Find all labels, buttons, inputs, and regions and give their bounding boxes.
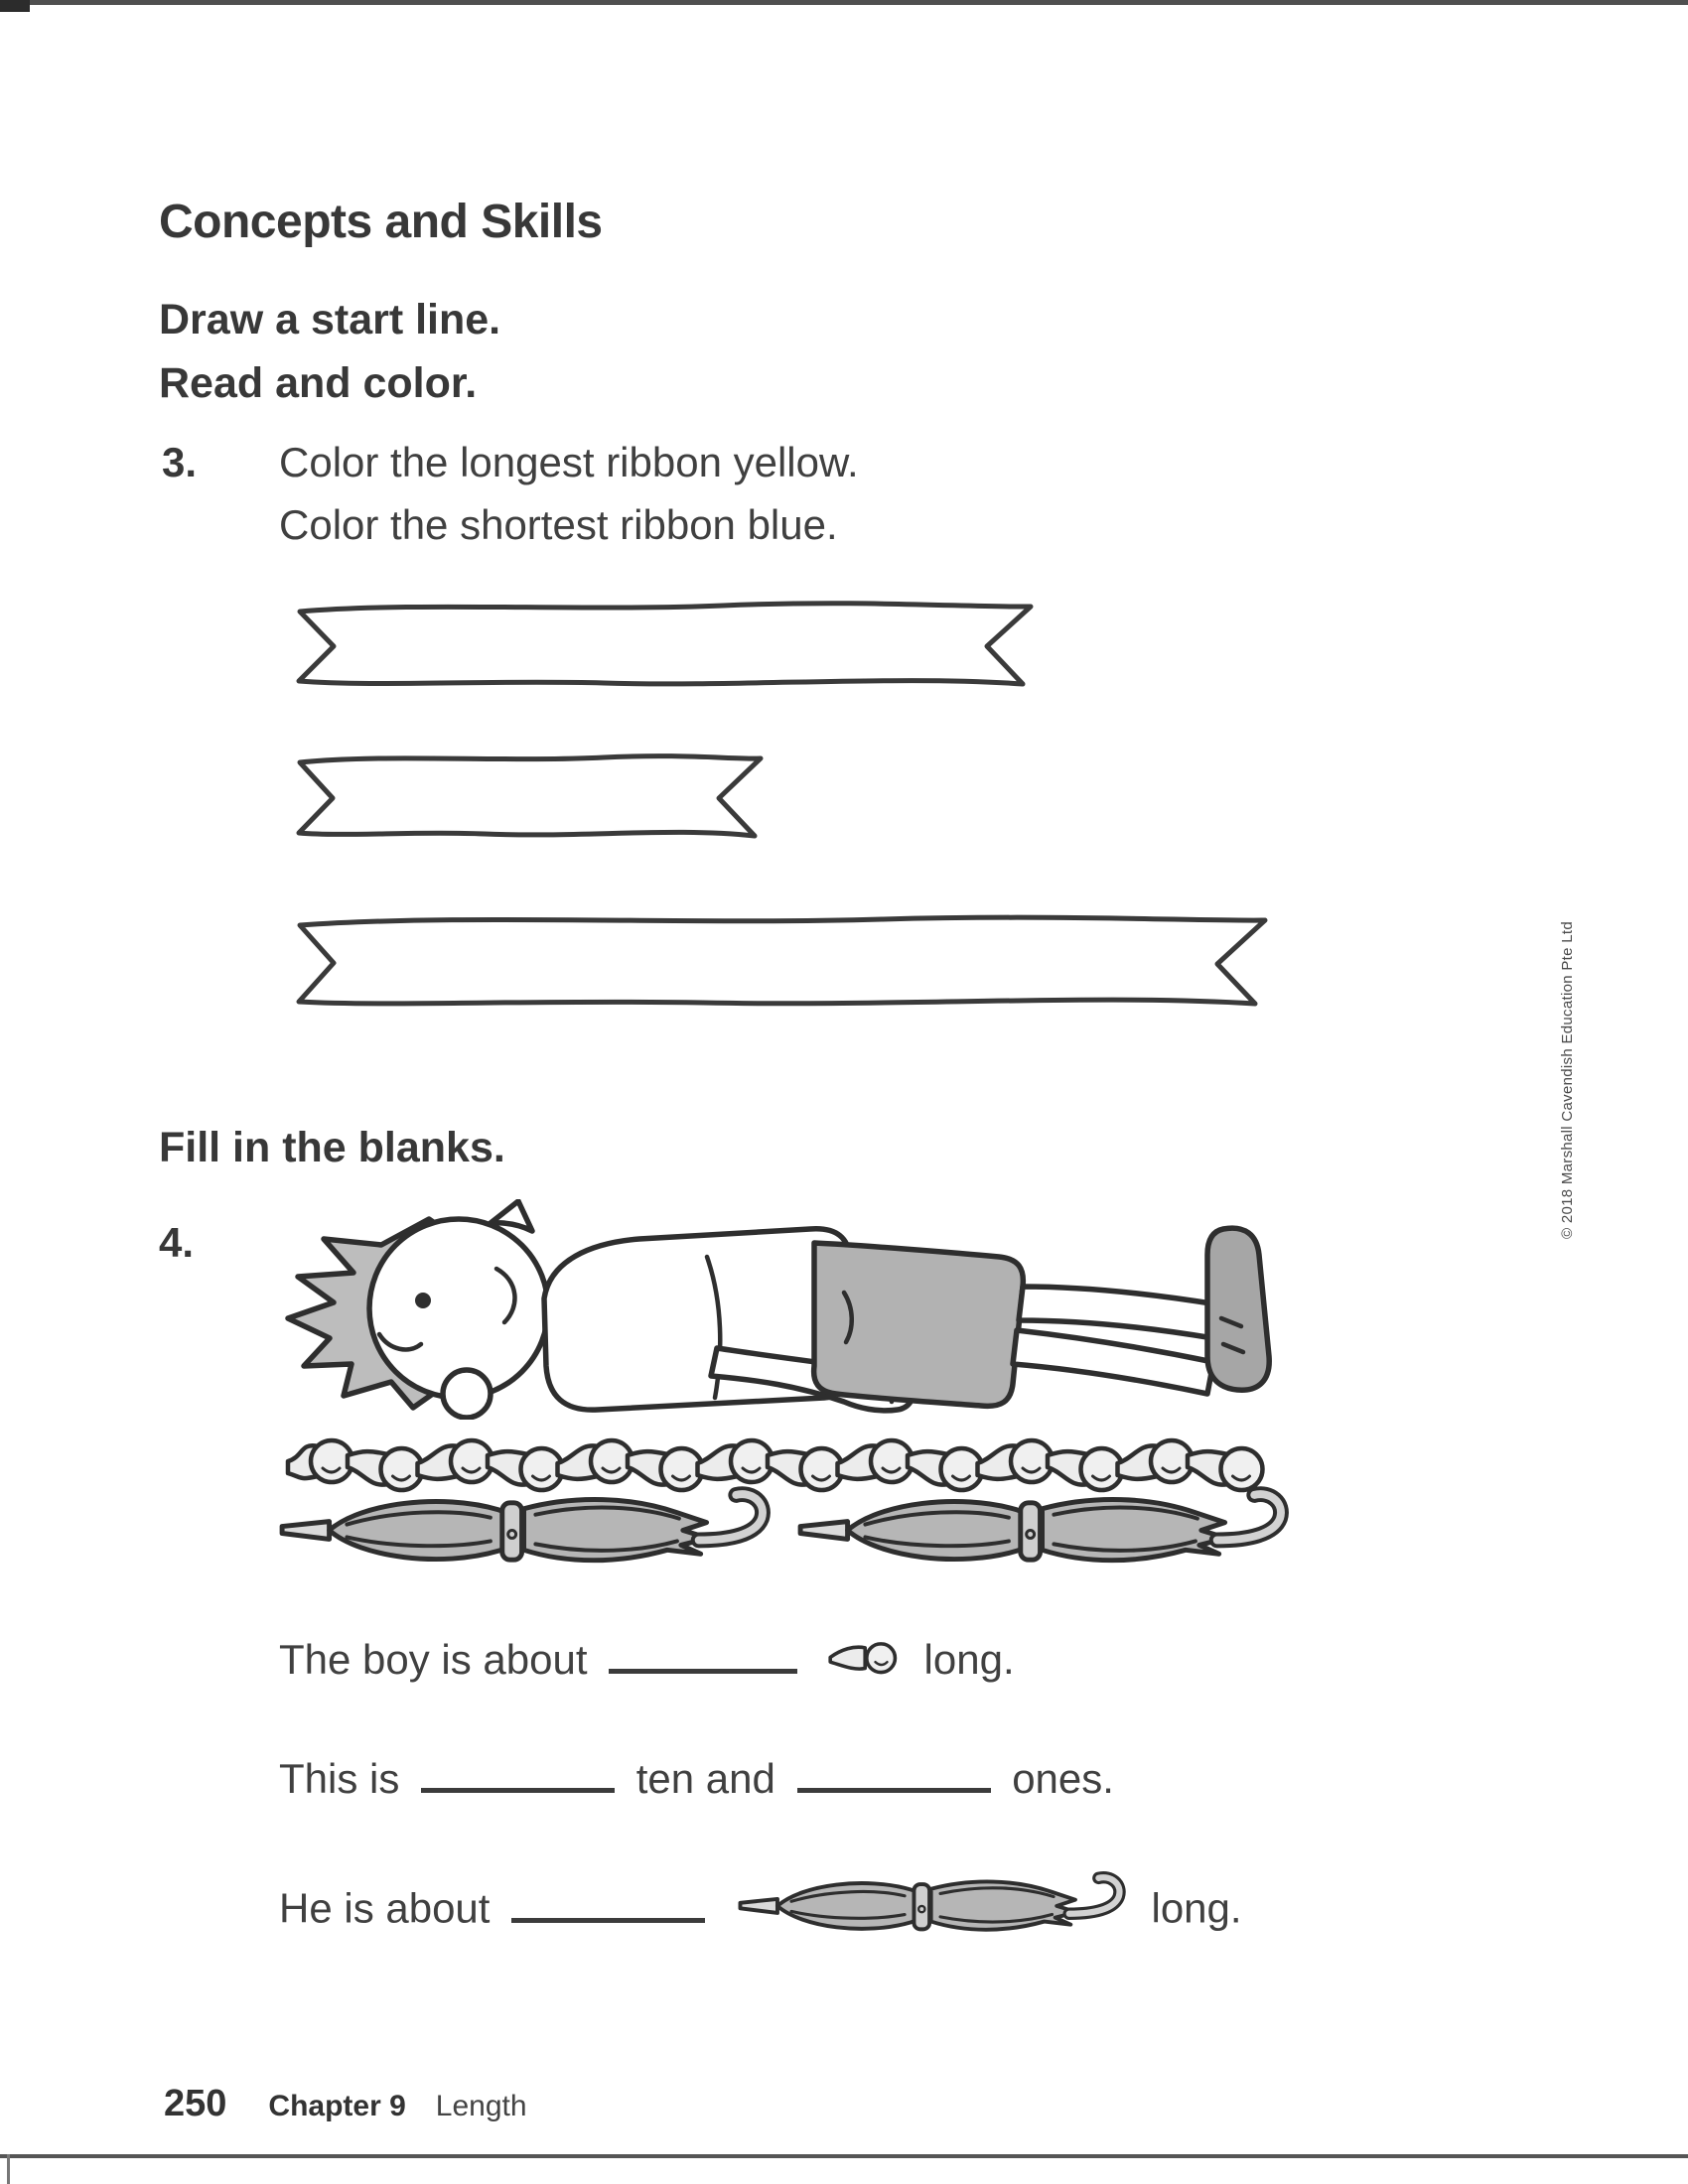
boy-lying-down-illustration (262, 1199, 1285, 1420)
boy-shoe (1207, 1228, 1269, 1390)
ribbon-top (286, 598, 1046, 692)
boy-upper-leg (1019, 1287, 1217, 1338)
sentence2-prefix: This is (279, 1755, 400, 1802)
scan-edge-bottom (0, 2154, 1688, 2158)
answer-blank-umbrella-length (511, 1912, 705, 1923)
sentence1-suffix: long. (923, 1636, 1015, 1683)
umbrellas-illustration (276, 1485, 1299, 1580)
boy-eye (415, 1293, 431, 1308)
chain-link-icon (827, 1638, 905, 1680)
chapter-label: Chapter 9 (268, 2090, 406, 2122)
sentence-tens-ones (279, 1755, 1114, 1803)
scan-edge-top (0, 0, 1688, 5)
page-number: 250 (164, 2083, 227, 2124)
boy-chin (443, 1370, 491, 1418)
answer-blank-tens (421, 1782, 615, 1793)
ribbon-middle-shortest (286, 749, 774, 843)
scan-edge-bottom-left (7, 2154, 10, 2184)
sentence1-prefix: The boy is about (279, 1636, 588, 1683)
sentence2-middle: ten and (635, 1755, 775, 1802)
sentence-boy-length (279, 1636, 1015, 1684)
sentence-umbrella-length (279, 1874, 1242, 1949)
folded-umbrella-icon (800, 1494, 1281, 1561)
answer-blank-boy-length (609, 1663, 797, 1674)
instruction-draw-start-line: Draw a start line. (159, 296, 501, 343)
boy-lower-leg (1013, 1330, 1213, 1394)
question3-line1: Color the longest ribbon yellow. (279, 439, 859, 485)
question3-line2: Color the shortest ribbon blue. (279, 501, 838, 548)
scan-edge-top-corner (0, 0, 30, 12)
sentence2-suffix: ones. (1012, 1755, 1114, 1802)
instruction-read-and-color: Read and color. (159, 359, 478, 407)
answer-blank-ones (797, 1782, 991, 1793)
page-title: Concepts and Skills (159, 196, 603, 248)
question4-number: 4. (159, 1219, 195, 1266)
fill-in-the-blanks-heading: Fill in the blanks. (159, 1124, 505, 1171)
copyright-sidebar-text: © 2018 Marshall Cavendish Education Pte Ltd (1559, 921, 1576, 1239)
question3-number: 3. (162, 439, 198, 485)
ribbon-bottom-longest (286, 909, 1279, 1013)
folded-umbrella-icon (735, 1870, 1132, 1945)
sentence3-suffix: long. (1151, 1884, 1242, 1932)
sentence3-prefix: He is about (279, 1884, 491, 1932)
folded-umbrella-icon (282, 1494, 763, 1561)
boy-shorts (814, 1243, 1024, 1406)
chapter-title: Length (435, 2090, 527, 2122)
page-footer (164, 2083, 527, 2125)
